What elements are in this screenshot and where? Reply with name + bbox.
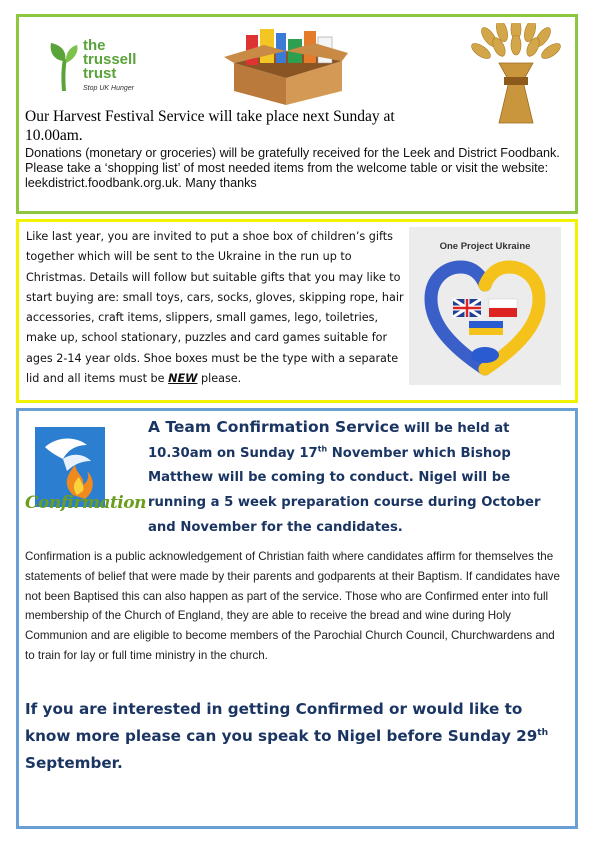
confirmation-logo [25, 421, 146, 521]
groceries-box-icon [224, 23, 349, 105]
trussell-trust-wordmark: the trussell trust [83, 37, 137, 82]
one-project-ukraine-image [409, 227, 561, 385]
confirmation-explanation: Confirmation is a public acknowledgement of Christian faith where candidates affirm for themselves the statements of belief that were made by their parents and godparents at their Baptism. If candidates have not been Baptised this can also happen as part of the service. Those who are Confirmed enter into full membership of the Church of England, they are able to receive the bread and wine during Holy Communion and are eligible to become members of the Parochial Church Council, Churchwardens and to train for lay or full time ministry in the church. [25, 550, 560, 662]
harvest-notice-box [16, 14, 578, 214]
confirmation-box [16, 408, 578, 829]
confirmation-announcement: A Team Confirmation Service will be held at 10.30am on Sunday 17th November which Bishop Matthew will be coming to conduct. Nigel will be running a 5 week preparation course during October and November for the candidates. [148, 418, 541, 535]
harvest-heading: Our Harvest Festival Service will take place next Sunday at 10.00am. [25, 108, 395, 144]
new-emphasis: NEW [168, 372, 198, 386]
confirmation-call-to-action: If you are interested in getting Confirmed or would like to know more please can you speak to Nigel before Sunday 29th September. [25, 700, 549, 772]
trussell-trust-logo [47, 39, 157, 99]
ukraine-shoebox-box [16, 219, 578, 403]
ukraine-appeal-text: Like last year, you are invited to put a shoe box of children’s gifts together which will be sent to the Ukraine in the run up to Christmas. Details will follow but suitable gifts that you may like to start buying are: small toys, cars, socks, gloves, skipping rope, hair accessories, craft items, slippers, small games, lego, toiletries, make up, school stationary, puzzles and card games suitable for ages 2-14 year olds. Shoe boxes must be the type with a separate lid and all items must be NEW please. [26, 230, 404, 386]
ukraine-image-title: One Project Ukraine [439, 241, 531, 252]
trussell-tagline: Stop UK Hunger [83, 85, 134, 92]
heart-hands-icon [409, 227, 561, 385]
harvest-body-text: Donations (monetary or groceries) will be gratefully received for the Leek and District Foodbank. Please take a ‘shopping list’ of most needed items from the welcome table or visit the website: leekdistrict.foodbank.org.uk. Many thanks [25, 146, 560, 190]
trussell-sprout-icon [47, 39, 81, 91]
confirmation-wordmark: Confirmation [25, 493, 146, 513]
wheat-sheaf-icon [469, 23, 564, 125]
